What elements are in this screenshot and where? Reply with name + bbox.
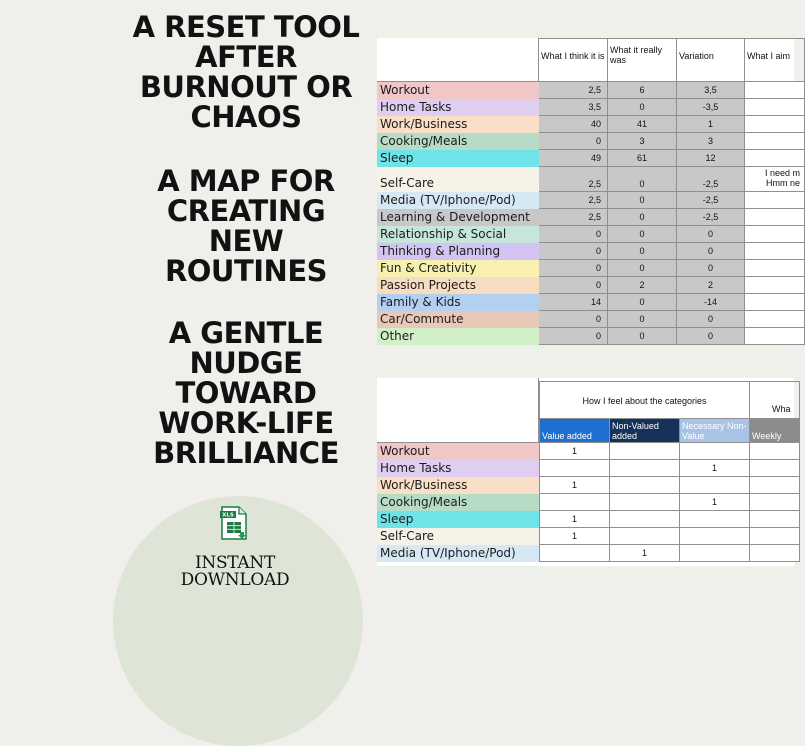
value-cell: -2,5: [677, 192, 745, 209]
value-cell: 0: [539, 133, 608, 150]
rating-cell: [610, 477, 680, 494]
value-cell: 14: [539, 294, 608, 311]
value-cell: 3: [608, 133, 677, 150]
category-label: Sleep: [377, 511, 539, 528]
value-cell: 0: [608, 99, 677, 116]
rating-cell: [539, 494, 610, 511]
value-cell: 3,5: [677, 82, 745, 99]
value-cell: 40: [539, 116, 608, 133]
headline-reset-tool: [115, 12, 377, 132]
value-cell: 61: [608, 150, 677, 167]
category-label: Other: [377, 328, 539, 345]
value-cell: 0: [608, 243, 677, 260]
xls-file-icon: [220, 506, 248, 540]
instant-text: INSTANT: [194, 553, 276, 573]
value-cell: 2: [608, 277, 677, 294]
aim-cell: [745, 209, 805, 226]
value-cell: 0: [608, 328, 677, 345]
value-cell: 0: [608, 311, 677, 328]
value-cell: -3,5: [677, 99, 745, 116]
category-label: Media (TV/Iphone/Pod): [377, 192, 539, 209]
sub-header: Necessary Non-Value: [680, 419, 750, 443]
rating-cell: [680, 443, 750, 460]
aim-cell: [745, 133, 805, 150]
rating-cell: [610, 443, 680, 460]
value-cell: 0: [608, 167, 677, 192]
category-label: Fun & Creativity: [377, 260, 539, 277]
rating-cell: [610, 528, 680, 545]
aim-cell: [745, 150, 805, 167]
headline-line: BURNOUT OR: [139, 70, 353, 104]
weekly-cell: [750, 494, 800, 511]
column-header: Variation: [677, 38, 745, 82]
value-cell: -14: [677, 294, 745, 311]
value-cell: 0: [677, 328, 745, 345]
category-label: Car/Commute: [377, 311, 539, 328]
value-cell: 0: [539, 277, 608, 294]
rating-cell: [610, 511, 680, 528]
group-header: How I feel about the categories: [539, 381, 750, 419]
value-cell: 3: [677, 133, 745, 150]
rating-cell: [539, 545, 610, 562]
headline-line: AFTER: [195, 40, 297, 74]
headline-line: NUDGE: [189, 346, 303, 380]
header-corner: [377, 378, 539, 443]
rating-cell: 1: [539, 443, 610, 460]
value-cell: 3,5: [539, 99, 608, 116]
aim-cell: [745, 277, 805, 294]
column-header: What I think it is: [539, 38, 608, 82]
category-label: Cooking/Meals: [377, 133, 539, 150]
value-cell: 2,5: [539, 209, 608, 226]
headline-line: NEW: [208, 224, 284, 258]
value-cell: 1: [677, 116, 745, 133]
column-header: What I aim: [745, 38, 805, 82]
download-text: DOWNLOAD: [180, 570, 290, 590]
rating-cell: [539, 460, 610, 477]
value-cell: 0: [608, 226, 677, 243]
category-label: Self-Care: [377, 528, 539, 545]
category-label: Media (TV/Iphone/Pod): [377, 545, 539, 562]
category-label: Self-Care: [377, 167, 539, 192]
weekly-cell: [750, 443, 800, 460]
value-cell: 2,5: [539, 82, 608, 99]
sub-header: Value added: [539, 419, 610, 443]
headline-gentle-nudge: [115, 318, 377, 468]
value-cell: 0: [539, 226, 608, 243]
value-cell: -2,5: [677, 167, 745, 192]
weekly-cell: [750, 528, 800, 545]
category-label: Family & Kids: [377, 294, 539, 311]
value-cell: 2,5: [539, 192, 608, 209]
rating-cell: [610, 494, 680, 511]
rating-cell: [680, 545, 750, 562]
instant-download-text: [160, 555, 310, 589]
rating-cell: [680, 528, 750, 545]
rating-cell: [680, 477, 750, 494]
headline-line: ROUTINES: [164, 254, 328, 288]
spreadsheet-preview: [377, 0, 800, 596]
aim-cell: [745, 226, 805, 243]
value-cell: 0: [677, 311, 745, 328]
value-cell: 0: [608, 260, 677, 277]
category-label: Home Tasks: [377, 460, 539, 477]
rating-cell: 1: [539, 511, 610, 528]
value-cell: 0: [677, 243, 745, 260]
headline-line: BRILLIANCE: [153, 436, 339, 470]
rating-cell: 1: [539, 528, 610, 545]
weekly-cell: [750, 477, 800, 494]
value-cell: 0: [608, 294, 677, 311]
rating-cell: [610, 460, 680, 477]
value-cell: 41: [608, 116, 677, 133]
weekly-cell: [750, 460, 800, 477]
value-cell: 12: [677, 150, 745, 167]
partial-group-header: Wha: [750, 381, 800, 419]
category-label: Learning & Development: [377, 209, 539, 226]
category-label: Work/Business: [377, 477, 539, 494]
value-cell: 6: [608, 82, 677, 99]
value-cell: 0: [608, 209, 677, 226]
value-cell: -2,5: [677, 209, 745, 226]
aim-cell: [745, 311, 805, 328]
aim-cell: [745, 192, 805, 209]
weekly-cell: [750, 511, 800, 528]
headline-line: A GENTLE: [168, 316, 324, 350]
value-cell: 0: [608, 192, 677, 209]
category-label: Relationship & Social: [377, 226, 539, 243]
value-cell: 0: [677, 226, 745, 243]
headline-map-routines: [115, 166, 377, 286]
value-cell: 49: [539, 150, 608, 167]
aim-cell: [745, 294, 805, 311]
aim-cell: [745, 260, 805, 277]
value-cell: 0: [677, 260, 745, 277]
headline-line: WORK-LIFE: [158, 406, 334, 440]
value-cell: 0: [539, 243, 608, 260]
category-label: Work/Business: [377, 116, 539, 133]
rating-cell: [680, 511, 750, 528]
rating-cell: 1: [680, 494, 750, 511]
promo-panel: [0, 0, 377, 596]
rating-cell: 1: [680, 460, 750, 477]
value-cell: 2,5: [539, 167, 608, 192]
headline-line: CHAOS: [190, 100, 302, 134]
value-cell: 0: [539, 260, 608, 277]
aim-cell: [745, 328, 805, 345]
category-label: Sleep: [377, 150, 539, 167]
headline-line: A RESET TOOL: [132, 10, 360, 44]
header-corner: [377, 38, 539, 82]
xls-icon-label: XLS: [222, 512, 234, 519]
value-cell: 2: [677, 277, 745, 294]
category-label: Home Tasks: [377, 99, 539, 116]
headline-line: TOWARD: [175, 376, 317, 410]
category-feelings-table: [377, 378, 794, 566]
aim-cell: [745, 99, 805, 116]
aim-cell: I need m Hmm ne: [745, 167, 805, 192]
headline-line: A MAP FOR: [157, 164, 335, 198]
sub-header: Weekly: [750, 419, 800, 443]
value-cell: 0: [539, 328, 608, 345]
headline-line: CREATING: [166, 194, 326, 228]
category-label: Passion Projects: [377, 277, 539, 294]
value-cell: 0: [539, 311, 608, 328]
category-label: Workout: [377, 443, 539, 460]
category-label: Cooking/Meals: [377, 494, 539, 511]
weekly-cell: [750, 545, 800, 562]
category-label: Workout: [377, 82, 539, 99]
aim-cell: [745, 82, 805, 99]
category-label: Thinking & Planning: [377, 243, 539, 260]
sub-header: Non-Valued added: [610, 419, 680, 443]
aim-cell: [745, 116, 805, 133]
rating-cell: 1: [610, 545, 680, 562]
rating-cell: 1: [539, 477, 610, 494]
time-tracking-table: [377, 38, 800, 345]
column-header: What it really was: [608, 38, 677, 82]
aim-cell: [745, 243, 805, 260]
